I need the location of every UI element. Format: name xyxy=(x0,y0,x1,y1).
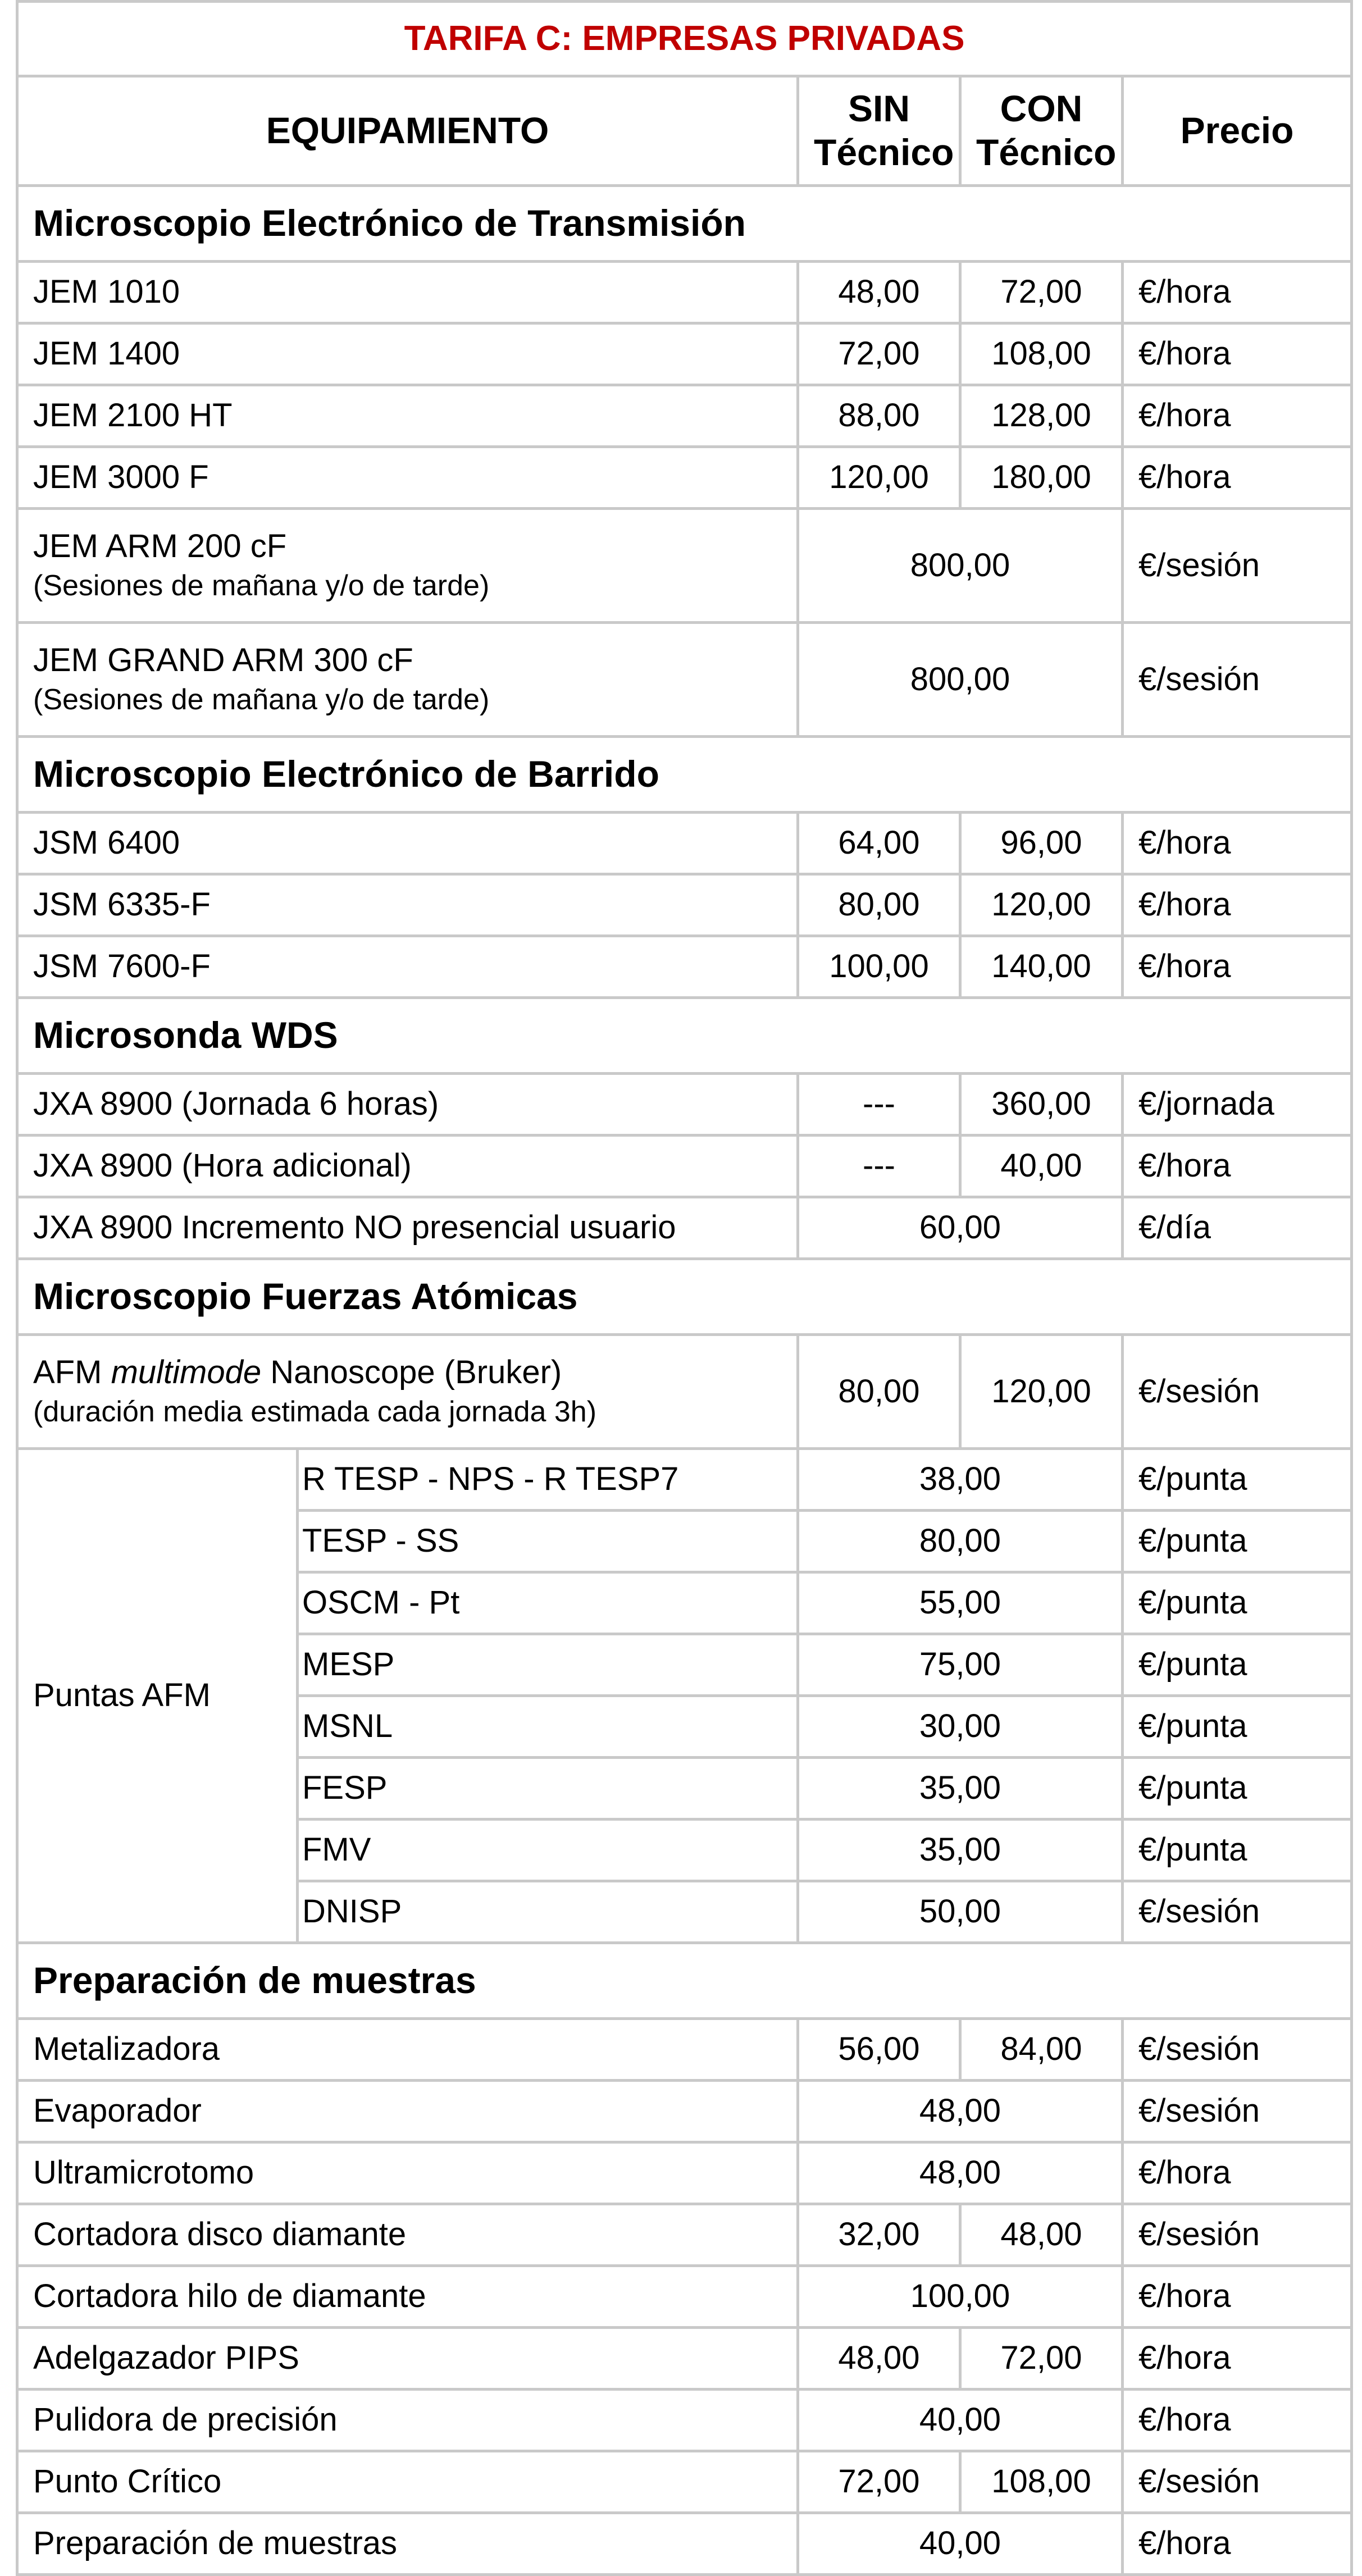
price-unit: €/día xyxy=(1123,1197,1352,1259)
afm-tip-name: R TESP - NPS - R TESP7 xyxy=(298,1449,798,1511)
header-sin-line2: Técnico xyxy=(814,131,954,173)
price-con-tecnico: 72,00 xyxy=(960,262,1123,323)
table-row xyxy=(17,874,1352,936)
table-row xyxy=(17,2328,1352,2390)
table-row xyxy=(17,2390,1352,2451)
price-unit: €/sesión xyxy=(1123,2019,1352,2081)
price-value: 100,00 xyxy=(798,2266,1123,2328)
price-sin-tecnico: 72,00 xyxy=(798,323,960,385)
table-row xyxy=(17,2081,1352,2142)
equipment-name: JSM 7600-F xyxy=(17,936,798,998)
price-value: 48,00 xyxy=(798,2142,1123,2204)
price-value: 50,00 xyxy=(798,1881,1123,1943)
table-row xyxy=(17,2019,1352,2081)
equipment-name: JEM 1400 xyxy=(17,323,798,385)
price-unit: €/punta xyxy=(1123,1820,1352,1881)
price-sin-tecnico: 88,00 xyxy=(798,385,960,447)
price-unit: €/punta xyxy=(1123,1449,1352,1511)
price-unit: €/sesión xyxy=(1123,1335,1352,1449)
price-con-tecnico: 120,00 xyxy=(960,1335,1123,1449)
table-row xyxy=(17,1335,1352,1449)
table-row xyxy=(17,813,1352,874)
equipment-name xyxy=(17,623,798,737)
equipment-name: Evaporador xyxy=(17,2081,798,2142)
price-con-tecnico: 128,00 xyxy=(960,385,1123,447)
price-value: 35,00 xyxy=(798,1820,1123,1881)
price-sin-tecnico: 80,00 xyxy=(798,1335,960,1449)
header-sin-tecnico xyxy=(798,76,960,186)
section-title: Microsonda WDS xyxy=(17,998,1352,1074)
equipment-name: Adelgazador PIPS xyxy=(17,2328,798,2390)
price-con-tecnico: 140,00 xyxy=(960,936,1123,998)
price-sin-tecnico: --- xyxy=(798,1074,960,1136)
table-row xyxy=(17,262,1352,323)
equipment-label: JEM ARM 200 cF xyxy=(33,527,287,564)
price-unit: €/hora xyxy=(1123,385,1352,447)
equipment-note: (Sesiones de mañana y/o de tarde) xyxy=(33,569,490,603)
equipment-name: Preparación de muestras xyxy=(17,2513,798,2575)
price-con-tecnico: 108,00 xyxy=(960,323,1123,385)
price-unit: €/hora xyxy=(1123,447,1352,509)
price-unit: €/hora xyxy=(1123,2390,1352,2451)
price-sin-tecnico: 48,00 xyxy=(798,262,960,323)
price-unit: €/punta xyxy=(1123,1511,1352,1572)
equipment-name: Pulidora de precisión xyxy=(17,2390,798,2451)
section-title: Microscopio Fuerzas Atómicas xyxy=(17,1259,1352,1335)
price-unit: €/sesión xyxy=(1123,509,1352,623)
equipment-name: JXA 8900 (Hora adicional) xyxy=(17,1136,798,1197)
afm-name-pre: AFM xyxy=(33,1353,102,1390)
header-con-line1: CON xyxy=(1000,88,1083,130)
table-row xyxy=(17,2451,1352,2513)
price-unit: €/hora xyxy=(1123,813,1352,874)
price-value: 60,00 xyxy=(798,1197,1123,1259)
table-row xyxy=(17,2513,1352,2575)
header-row xyxy=(17,76,1352,186)
price-unit: €/sesión xyxy=(1123,1881,1352,1943)
price-unit: €/sesión xyxy=(1123,623,1352,737)
title-row xyxy=(17,2,1352,76)
price-unit: €/hora xyxy=(1123,936,1352,998)
price-con-tecnico: 84,00 xyxy=(960,2019,1123,2081)
table-row xyxy=(17,623,1352,737)
price-con-tecnico: 72,00 xyxy=(960,2328,1123,2390)
equipment-name xyxy=(17,1335,798,1449)
price-con-tecnico: 40,00 xyxy=(960,1136,1123,1197)
table-row xyxy=(17,385,1352,447)
price-sin-tecnico: 100,00 xyxy=(798,936,960,998)
header-con-line2: Técnico xyxy=(976,131,1117,173)
tariff-table xyxy=(16,0,1353,2576)
equipment-name: JEM 3000 F xyxy=(17,447,798,509)
price-sin-tecnico: 64,00 xyxy=(798,813,960,874)
table-title: TARIFA C: EMPRESAS PRIVADAS xyxy=(17,2,1352,76)
equipment-name: JXA 8900 (Jornada 6 horas) xyxy=(17,1074,798,1136)
equipment-name: JEM 1010 xyxy=(17,262,798,323)
section-title: Microscopio Electrónico de Transmisión xyxy=(17,186,1352,262)
price-unit: €/hora xyxy=(1123,323,1352,385)
afm-tip-name: MESP xyxy=(298,1634,798,1696)
equipment-name: Cortadora disco diamante xyxy=(17,2204,798,2266)
section-title: Preparación de muestras xyxy=(17,1943,1352,2019)
afm-tip-name: TESP - SS xyxy=(298,1511,798,1572)
price-con-tecnico: 360,00 xyxy=(960,1074,1123,1136)
price-value: 800,00 xyxy=(798,509,1123,623)
equipment-name: JXA 8900 Incremento NO presencial usuario xyxy=(17,1197,798,1259)
section-row xyxy=(17,1259,1352,1335)
price-value: 38,00 xyxy=(798,1449,1123,1511)
afm-tip-name: FESP xyxy=(298,1758,798,1820)
price-unit: €/hora xyxy=(1123,1136,1352,1197)
price-unit: €/hora xyxy=(1123,2328,1352,2390)
price-unit: €/hora xyxy=(1123,2142,1352,2204)
price-value: 55,00 xyxy=(798,1572,1123,1634)
price-unit: €/jornada xyxy=(1123,1074,1352,1136)
table-row xyxy=(17,936,1352,998)
price-unit: €/sesión xyxy=(1123,2204,1352,2266)
table-row xyxy=(17,1136,1352,1197)
section-row xyxy=(17,186,1352,262)
price-value: 40,00 xyxy=(798,2513,1123,2575)
price-con-tecnico: 180,00 xyxy=(960,447,1123,509)
price-con-tecnico: 96,00 xyxy=(960,813,1123,874)
afm-name-multimode: multimode xyxy=(111,1353,262,1390)
price-unit: €/hora xyxy=(1123,262,1352,323)
afm-tips-label: Puntas AFM xyxy=(17,1449,298,1943)
price-sin-tecnico: 48,00 xyxy=(798,2328,960,2390)
table-row xyxy=(17,2204,1352,2266)
price-value: 800,00 xyxy=(798,623,1123,737)
afm-tip-name: MSNL xyxy=(298,1696,798,1758)
equipment-label xyxy=(33,1354,782,1392)
price-sin-tecnico: 80,00 xyxy=(798,874,960,936)
price-unit: €/punta xyxy=(1123,1572,1352,1634)
price-con-tecnico: 108,00 xyxy=(960,2451,1123,2513)
price-unit: €/hora xyxy=(1123,2266,1352,2328)
price-con-tecnico: 120,00 xyxy=(960,874,1123,936)
price-value: 35,00 xyxy=(798,1758,1123,1820)
equipment-name: JEM 2100 HT xyxy=(17,385,798,447)
price-sin-tecnico: 72,00 xyxy=(798,2451,960,2513)
afm-tip-name: OSCM - Pt xyxy=(298,1572,798,1634)
price-unit: €/sesión xyxy=(1123,2081,1352,2142)
price-value: 48,00 xyxy=(798,2081,1123,2142)
equipment-name: Cortadora hilo de diamante xyxy=(17,2266,798,2328)
header-price: Precio xyxy=(1123,76,1352,186)
equipment-name: JSM 6400 xyxy=(17,813,798,874)
price-value: 40,00 xyxy=(798,2390,1123,2451)
equipment-label: JEM GRAND ARM 300 cF xyxy=(33,641,413,678)
price-sin-tecnico: 56,00 xyxy=(798,2019,960,2081)
section-row xyxy=(17,998,1352,1074)
section-row xyxy=(17,1943,1352,2019)
equipment-name: Metalizadora xyxy=(17,2019,798,2081)
price-unit: €/punta xyxy=(1123,1634,1352,1696)
table-row xyxy=(17,2266,1352,2328)
price-value: 75,00 xyxy=(798,1634,1123,1696)
equipment-note: (Sesiones de mañana y/o de tarde) xyxy=(33,683,490,717)
price-con-tecnico: 48,00 xyxy=(960,2204,1123,2266)
price-unit: €/sesión xyxy=(1123,2451,1352,2513)
equipment-name: JSM 6335-F xyxy=(17,874,798,936)
afm-tip-name: DNISP xyxy=(298,1881,798,1943)
header-equipment: EQUIPAMIENTO xyxy=(17,76,798,186)
header-con-tecnico xyxy=(960,76,1123,186)
price-unit: €/punta xyxy=(1123,1758,1352,1820)
equipment-name: Punto Crítico xyxy=(17,2451,798,2513)
table-row xyxy=(17,2142,1352,2204)
price-sin-tecnico: --- xyxy=(798,1136,960,1197)
price-sin-tecnico: 120,00 xyxy=(798,447,960,509)
price-unit: €/hora xyxy=(1123,2513,1352,2575)
price-unit: €/punta xyxy=(1123,1696,1352,1758)
section-row xyxy=(17,737,1352,813)
table-row xyxy=(17,509,1352,623)
table-row xyxy=(17,323,1352,385)
price-value: 30,00 xyxy=(798,1696,1123,1758)
afm-tip-name: FMV xyxy=(298,1820,798,1881)
price-value: 80,00 xyxy=(798,1511,1123,1572)
table-row xyxy=(17,1074,1352,1136)
price-sin-tecnico: 32,00 xyxy=(798,2204,960,2266)
afm-tip-row xyxy=(17,1449,1352,1511)
equipment-note: (duración media estimada cada jornada 3h) xyxy=(33,1396,597,1429)
equipment-name xyxy=(17,509,798,623)
table-row xyxy=(17,447,1352,509)
equipment-name: Ultramicrotomo xyxy=(17,2142,798,2204)
table-row xyxy=(17,1197,1352,1259)
price-unit: €/hora xyxy=(1123,874,1352,936)
section-title: Microscopio Electrónico de Barrido xyxy=(17,737,1352,813)
header-sin-line1: SIN xyxy=(848,88,910,130)
afm-name-post: Nanoscope (Bruker) xyxy=(270,1353,562,1390)
